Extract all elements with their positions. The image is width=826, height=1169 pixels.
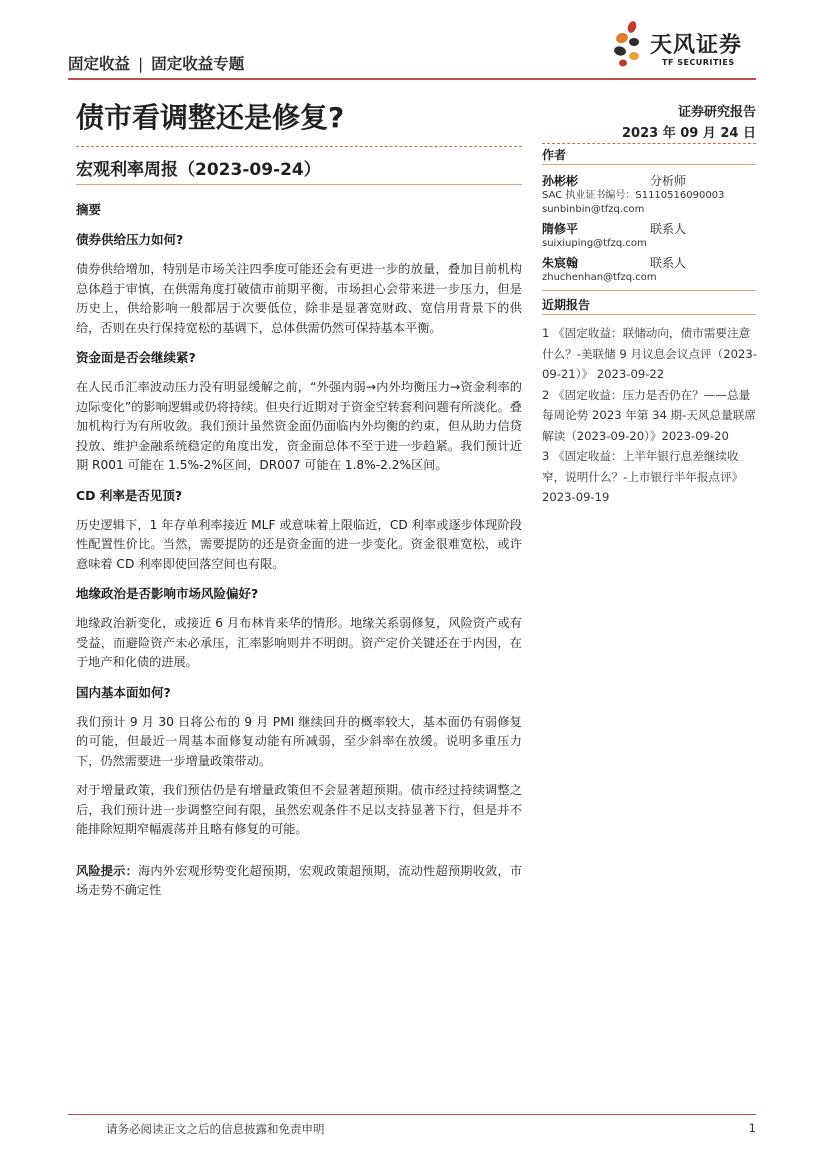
author-name: 孙彬彬 <box>542 174 579 188</box>
author-role: 联系人 <box>650 256 687 270</box>
section-heading: 债券供给压力如何? <box>76 232 184 247</box>
page-number: 1 <box>748 1121 756 1135</box>
recent-report-item[interactable]: 2 《固定收益：压力是否仍在？——总量每周论势 2023 年第 34 期-天风总量联席解读（2023-09-20）》2023-09-20 <box>542 387 756 443</box>
footer-rule <box>68 1114 756 1115</box>
risk-label: 风险提示： <box>76 863 138 878</box>
breadcrumb-separator: | <box>138 55 144 73</box>
subtitle-divider <box>76 184 522 185</box>
section-paragraph: 在人民币汇率波动压力没有明显缓解之前，“外强内弱→内外均衡压力→资金利率的边际变化”的影响逻辑或仍将持续。但央行近期对于资金空转套利问题有所淡化。叠加机构行为有所收敛。我们预计虽然资金面仍面临内外均衡的约束，但从助力信贷投放、维护金融系统稳定的角度出发，资金面总体不至于进一步趋紧。我们预计近期 R001 可能在 1.5%-2%区间，DR007 可能在 1.8%-2.2%区间。 <box>76 380 522 472</box>
section-heading: 地缘政治是否影响市场风险偏好? <box>76 586 259 601</box>
sidebar-top-divider <box>542 143 756 144</box>
section-heading: CD 利率是否见顶? <box>76 487 183 503</box>
breadcrumb <box>68 52 244 74</box>
authors-divider <box>542 164 756 165</box>
author-email[interactable]: zhuchenhan@tfzq.com <box>542 272 657 283</box>
recent-report-item[interactable]: 1 《固定收益：联储动向，债市需要注意什么？-美联储 9 月议息会议点评（2023-09-21）》 2023-09-22 <box>542 326 757 381</box>
main-content <box>76 200 522 911</box>
title-divider <box>76 146 522 147</box>
logo-chinese-name: 天风证券 <box>650 33 743 58</box>
author-role: 分析师 <box>650 174 687 188</box>
author-name: 朱宸翰 <box>542 256 579 270</box>
recent-top-divider <box>542 290 756 291</box>
author-email[interactable]: suixiuping@tfzq.com <box>542 238 647 249</box>
abstract-heading: 摘要 <box>76 202 102 217</box>
author-entry <box>542 221 758 251</box>
author-name: 隋修平 <box>542 222 579 236</box>
section-paragraph: 对于增量政策，我们预估仍是有增量政策但不会显著超预期。债市经过持续调整之后，我们预计进一步调整空间有限，虽然宏观条件不足以支持显著下行，但是并不能排除短期窄幅震荡并且略有修复的可能。 <box>76 783 522 836</box>
section-paragraph: 历史逻辑下，1 年存单利率接近 MLF 或意味着上限临近，CD 利率或逐步体现阶段性配置性价比。当然，需要提防的还是资金面的进一步变化。资金很难宽松，或许意味着 CD 利率即使回落空间也有限。 <box>76 517 522 571</box>
recent-reports-heading: 近期报告 <box>542 298 591 312</box>
author-cert: SAC 执业证书编号：S1110516090003 <box>542 190 725 201</box>
risk-text: 海内外宏观形势变化超预期，宏观政策超预期，流动性超预期收敛，市场走势不确定性 <box>76 863 523 897</box>
logo-english-name: TF SECURITIES <box>662 58 735 67</box>
report-title: 债市看调整还是修复? <box>76 101 345 134</box>
footer-disclaimer: 请务必阅读正文之后的信息披露和免责申明 <box>106 1122 325 1136</box>
recent-divider <box>542 314 756 315</box>
author-role: 联系人 <box>650 222 687 236</box>
report-type: 证券研究报告 <box>677 105 756 120</box>
recent-report-item[interactable]: 3 《固定收益：上半年银行息差继续收窄，说明什么？-上市银行半年报点评》 2023-09-19 <box>542 449 744 504</box>
header-rule <box>68 78 756 80</box>
breadcrumb-category: 固定收益 <box>68 55 131 73</box>
section-paragraph: 地缘政治新变化，或接近 6 月布林肯来华的情形。地缘关系弱修复，风险资产或有受益，而避险资产未必承压，汇率影响则并不明朗。资产定价关键还在于内因，在于地产和化债的进展。 <box>76 616 522 669</box>
author-email[interactable]: sunbinbin@tfzq.com <box>542 204 645 215</box>
recent-reports <box>542 296 758 508</box>
author-entry <box>542 255 758 285</box>
authors-heading: 作者 <box>542 148 567 162</box>
section-heading: 资金面是否会继续紧? <box>76 350 196 365</box>
sidebar <box>542 146 758 504</box>
section-paragraph: 债券供给增加，特别是市场关注四季度可能还会有更进一步的放量，叠加目前机构总体趋于审慎，在供需角度打破债市前期平衡，市场担心会带来进一步压力，但是历史上，供给影响一般都居于次要低位，除非是显著宽财政、宽信用背景下的供给，否则在央行保持宽松的基调下，总体供需仍然可保持基本平衡。 <box>76 262 522 335</box>
logo-mark-icon <box>610 18 650 70</box>
breadcrumb-topic: 固定收益专题 <box>151 55 245 73</box>
company-logo <box>610 18 760 74</box>
section-paragraph: 我们预计 9 月 30 日将公布的 9 月 PMI 继续回升的概率较大，基本面仍有弱修复的可能，但最近一周基本面修复动能有所减弱，至少斜率在放缓。说明多重压力下，仍然需要进一步增量政策带动。 <box>76 714 522 768</box>
risk-warning <box>76 862 522 901</box>
section-heading: 国内基本面如何? <box>76 684 171 700</box>
report-date: 2023 年 09 月 24 日 <box>622 126 756 141</box>
report-subtitle: 宏观利率周报（2023-09-24） <box>76 160 321 180</box>
author-entry <box>542 173 758 217</box>
